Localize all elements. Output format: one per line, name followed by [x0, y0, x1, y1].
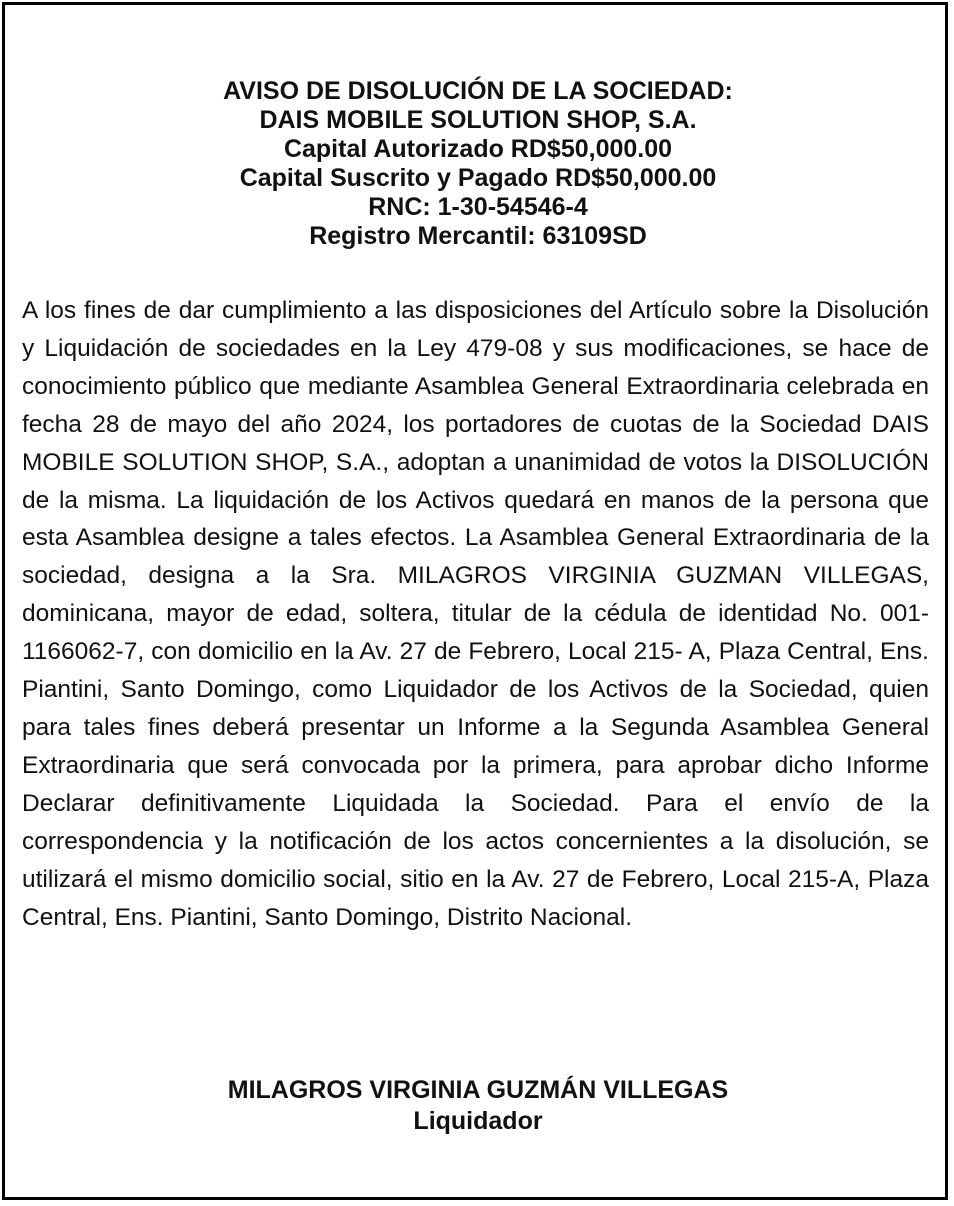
notice-frame	[2, 2, 948, 1200]
signatory-name: MILAGROS VIRGINIA GUZMÁN VILLEGAS	[227, 1076, 729, 1104]
rnc-number: RNC: 1-30-54546-4	[368, 193, 588, 221]
authorized-capital: Capital Autorizado RD$50,000.00	[283, 135, 673, 163]
mercantile-registry: Registro Mercantil: 63109SD	[309, 222, 647, 250]
notice-body: A los fines de dar cumplimiento a las disposiciones del Artículo sobre la Disolución y Liquidación de sociedades en la Ley 479-08 y sus modificaciones, se hace de conocimiento público que mediante Asamblea General Extraordinaria celebrada en fecha 28 de mayo del año 2024, los portadores de cuotas de la Sociedad DAIS MOBILE SOLUTION SHOP, S.A., adoptan a unanimidad de votos la DISOLUCIÓN de la misma. La liquidación de los Activos quedará en manos de la persona que esta Asamblea designe a tales efectos. La Asamblea General Extraordinaria de la sociedad, designa a la Sra. MILAGROS VIRGINIA GUZMAN VILLEGAS, dominicana, mayor de edad, soltera, titular de la cédula de identidad No. 001-1166062-7, con domicilio en la Av. 27 de Febrero, Local 215- A, Plaza Central, Ens. Piantini, Santo Domingo, como Liquidador de los Activos de la Sociedad, quien para tales fines deberá presentar un Informe a la Segunda Asamblea General Extraordinaria que será convocada por la primera, para aprobar dicho Informe Declarar definitivamente Liquidada la Sociedad. Para el envío de la correspondencia y la notificación de los actos concernientes a la disolución, se utilizará el mismo domicilio social, sitio en la Av. 27 de Febrero, Local 215-A, Plaza Central, Ens. Piantini, Santo Domingo, Distrito Nacional.	[22, 297, 929, 931]
signatory-role: Liquidador	[413, 1107, 543, 1135]
notice-header	[5, 77, 951, 251]
signature-block	[5, 1075, 951, 1137]
company-name: DAIS MOBILE SOLUTION SHOP, S.A.	[259, 106, 697, 134]
subscribed-capital: Capital Suscrito y Pagado RD$50,000.00	[239, 164, 717, 192]
notice-title: AVISO DE DISOLUCIÓN DE LA SOCIEDAD:	[223, 77, 733, 105]
